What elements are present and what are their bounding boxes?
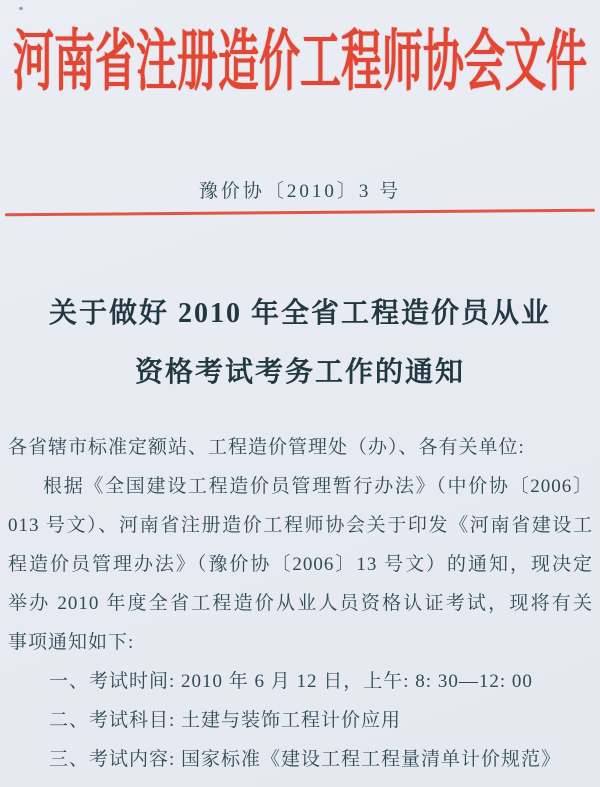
- body-line-3: 013 号文）、河南省注册造价工程师协会关于印发《河南省建设工: [8, 515, 593, 536]
- body-line-6: 事项通知如下:: [8, 632, 135, 653]
- body-line-item-exam-time: 一、考试时间: 2010 年 6 月 12 日，上午: 8: 30—12: 00: [49, 671, 533, 692]
- document-reference-number: 豫价协〔2010〕3 号: [198, 181, 402, 202]
- document-body: [8, 428, 593, 779]
- body-line-2: 根据《全国建设工程造价员管理暂行办法》（中价协〔2006〕: [43, 476, 593, 497]
- document-title-line-1: 关于做好 2010 年全省工程造价员从业: [48, 298, 551, 329]
- body-line-item-exam-content: 三、考试内容: 国家标准《建设工程工程量清单计价规范》: [49, 749, 562, 770]
- document-title-line-2: 资格考试考务工作的通知: [134, 357, 465, 388]
- red-divider-line: [5, 209, 595, 217]
- body-line-5: 举办 2010 年度全省工程造价从业人员资格认证考试，现将有关: [8, 593, 593, 614]
- body-line-4: 程造价员管理办法》（豫价协〔2006〕13 号文）的通知，现决定: [8, 554, 593, 575]
- body-line-salutation: 各省辖市标准定额站、工程造价管理处（办）、各有关单位:: [8, 437, 525, 458]
- body-line-item-exam-subject: 二、考试科目: 土建与装饰工程计价应用: [49, 710, 402, 731]
- org-masthead-title: 河南省注册造价工程师协会文件: [13, 24, 587, 99]
- document-title: [0, 284, 600, 402]
